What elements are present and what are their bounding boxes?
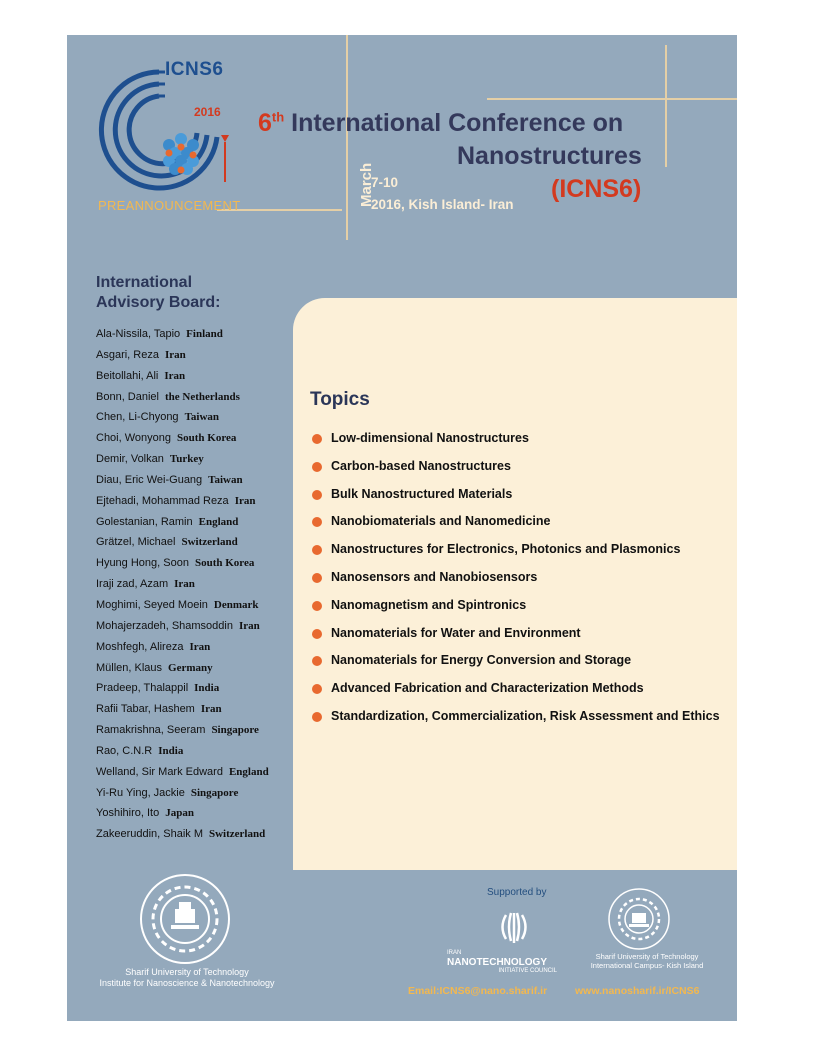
board-member [96,620,269,641]
council-line2: NANOTECHNOLOGY [447,957,547,968]
member-name: Golestanian, Ramin [96,515,193,528]
university-line1: Sharif University of Technology [125,967,249,977]
member-name: Beitollahi, Ali [96,369,159,382]
iran-nano-council [447,949,557,976]
preannouncement-label: PREANNOUNCEMENT [98,198,241,213]
topic-item [312,620,731,648]
board-member [96,787,269,808]
member-country: Iran [200,703,222,716]
topic-item [312,536,731,564]
topic-text: Nanosensors and Nanobiosensors [331,569,538,584]
conference-title-line2: Nanostructures [457,142,642,170]
member-country: India [158,744,184,757]
member-country: Germany [168,661,213,674]
member-country: Denmark [213,598,259,611]
topic-text: Standardization, Commercialization, Risk Assessment and Ethics [331,708,720,723]
topic-text: Nanostructures for Electronics, Photonics and Plasmonics [331,542,681,557]
advisory-board-heading-line1: International [96,274,193,291]
member-country: India [194,682,220,695]
member-country: Iran [164,348,186,361]
university-line2: Institute for Nanoscience & Nanotechnology [99,978,275,988]
member-country: South Korea [194,557,255,570]
board-member [96,432,269,453]
council-line3: INITIATIVE COUNCIL [498,968,557,974]
member-name: Welland, Sir Mark Edward [96,765,223,778]
decor-line-horizontal-1 [487,98,737,100]
board-member [96,557,269,578]
topic-item [312,592,731,620]
decor-line-vertical-2 [665,45,667,167]
topic-item [312,675,731,703]
conference-dates [371,172,514,216]
board-member [96,453,269,474]
bullet-icon [312,712,322,722]
member-name: Yoshihiro, Ito [96,807,160,820]
conference-title-text: International Conference on [291,109,624,137]
topic-item [312,508,731,536]
member-country: Switzerland [181,536,238,549]
member-country: England [228,765,269,778]
board-member [96,578,269,599]
member-country: Japan [165,807,194,820]
iran-emblem-icon [497,909,531,945]
bullet-icon [312,573,322,583]
member-name: Rafii Tabar, Hashem [96,703,195,716]
member-name: Rao, C.N.R [96,744,153,757]
board-member [96,745,269,766]
board-member [96,391,269,412]
member-name: Moshfegh, Alireza [96,640,184,653]
member-name: Asgari, Reza [96,348,159,361]
member-name: Mohajerzadeh, Shamsoddin [96,619,233,632]
member-name: Moghimi, Seyed Moein [96,598,208,611]
topics-list [312,425,731,731]
board-member [96,370,269,391]
member-country: Singapore [190,786,239,799]
topic-text: Low-dimensional Nanostructures [331,431,529,445]
board-member [96,516,269,537]
kish-campus-name [572,952,722,970]
year-location: 2016, Kish Island- Iran [371,197,514,212]
topic-item [312,425,731,453]
board-member [96,724,269,745]
member-name: Hyung Hong, Soon [96,557,189,570]
bullet-icon [312,517,322,527]
topic-item [312,647,731,675]
supported-by-label: Supported by [487,887,547,898]
topic-text: Carbon-based Nanostructures [331,458,511,473]
board-member [96,828,269,849]
member-country: Iran [189,640,211,653]
topic-text: Advanced Fabrication and Characterization Methods [331,681,644,696]
sharif-emblem-icon [135,869,235,969]
poster [67,35,737,1021]
member-country: Iran [164,369,186,382]
topic-item [312,703,731,731]
bullet-icon [312,545,322,555]
topic-text: Bulk Nanostructured Materials [331,486,513,501]
member-country: South Korea [177,432,237,445]
board-member [96,682,269,703]
bullet-icon [312,601,322,611]
bullet-icon [312,434,322,444]
member-name: Grätzel, Michael [96,536,176,549]
topics-heading: Topics [310,389,370,410]
member-name: Iraji zad, Azam [96,578,169,591]
member-country: Singapore [211,724,259,737]
member-name: Choi, Wonyong [96,432,172,445]
topic-item [312,481,731,509]
member-name: Müllen, Klaus [96,661,163,674]
logo-year: 2016 [194,105,221,119]
bullet-icon [312,462,322,472]
member-country: Switzerland [209,828,266,841]
conference-ordinal-suffix: th [271,109,285,125]
member-country: Iran [174,578,195,591]
member-country: Finland [186,328,223,340]
board-member [96,807,269,828]
member-name: Yi-Ru Ying, Jackie [96,786,185,799]
logo-title: ICNS6 [165,59,224,80]
month-text: March [358,162,375,207]
topic-text: Nanomagnetism and Spintronics [331,597,527,612]
topic-item [312,564,731,592]
contact-website[interactable]: www.nanosharif.ir/ICNS6 [575,985,700,997]
board-member [96,703,269,724]
member-name: Ejtehadi, Mohammad Reza [96,494,229,507]
advisory-board-heading [96,273,220,313]
member-country: the Netherlands [165,390,240,403]
board-member [96,536,269,557]
member-country: England [198,515,239,528]
member-name: Ramakrishna, Seeram [96,724,206,737]
contact-email[interactable]: Email:ICNS6@nano.sharif.ir [408,985,548,997]
board-member [96,411,269,432]
member-name: Zakeeruddin, Shaik M [96,828,203,841]
bullet-icon [312,629,322,639]
board-member [96,641,269,662]
kish-line2: International Campus- Kish Island [590,961,704,970]
council-line1: IRAN [447,950,462,956]
board-member [96,349,269,370]
member-name: Chen, Li-Chyong [96,411,179,424]
board-member [96,328,269,349]
bullet-icon [312,490,322,500]
board-member [96,474,269,495]
board-member [96,495,269,516]
member-name: Pradeep, Thalappil [96,682,189,695]
member-country: Taiwan [208,473,243,486]
board-member [96,599,269,620]
university-name [77,967,297,989]
bullet-icon [312,656,322,666]
dates-range: 7-10 [371,175,399,190]
kish-line1: Sharif University of Technology [595,952,699,961]
topic-item [312,453,731,481]
member-name: Demir, Volkan [96,453,164,466]
board-member [96,662,269,683]
member-country: Taiwan [184,411,220,424]
conference-ordinal: 6 [258,109,272,137]
topic-text: Nanomaterials for Water and Environment [331,625,581,640]
topic-text: Nanobiomaterials and Nanomedicine [331,514,551,529]
advisory-board-list [96,328,269,849]
member-name: Ala-Nissila, Tapio [96,328,181,340]
kish-campus-emblem-icon [607,887,671,951]
topic-text: Nanomaterials for Energy Conversion and Storage [331,653,632,668]
advisory-board-heading-line2: Advisory Board: [96,294,221,311]
conference-acronym: (ICNS6) [551,175,642,203]
board-member [96,766,269,787]
member-name: Bonn, Daniel [96,390,159,403]
member-country: Iran [238,619,260,632]
conference-title-line1 [258,109,623,138]
bullet-icon [312,684,322,694]
member-country: Iran [234,494,256,507]
member-country: Turkey [169,453,204,466]
member-name: Diau, Eric Wei-Guang [96,473,203,486]
